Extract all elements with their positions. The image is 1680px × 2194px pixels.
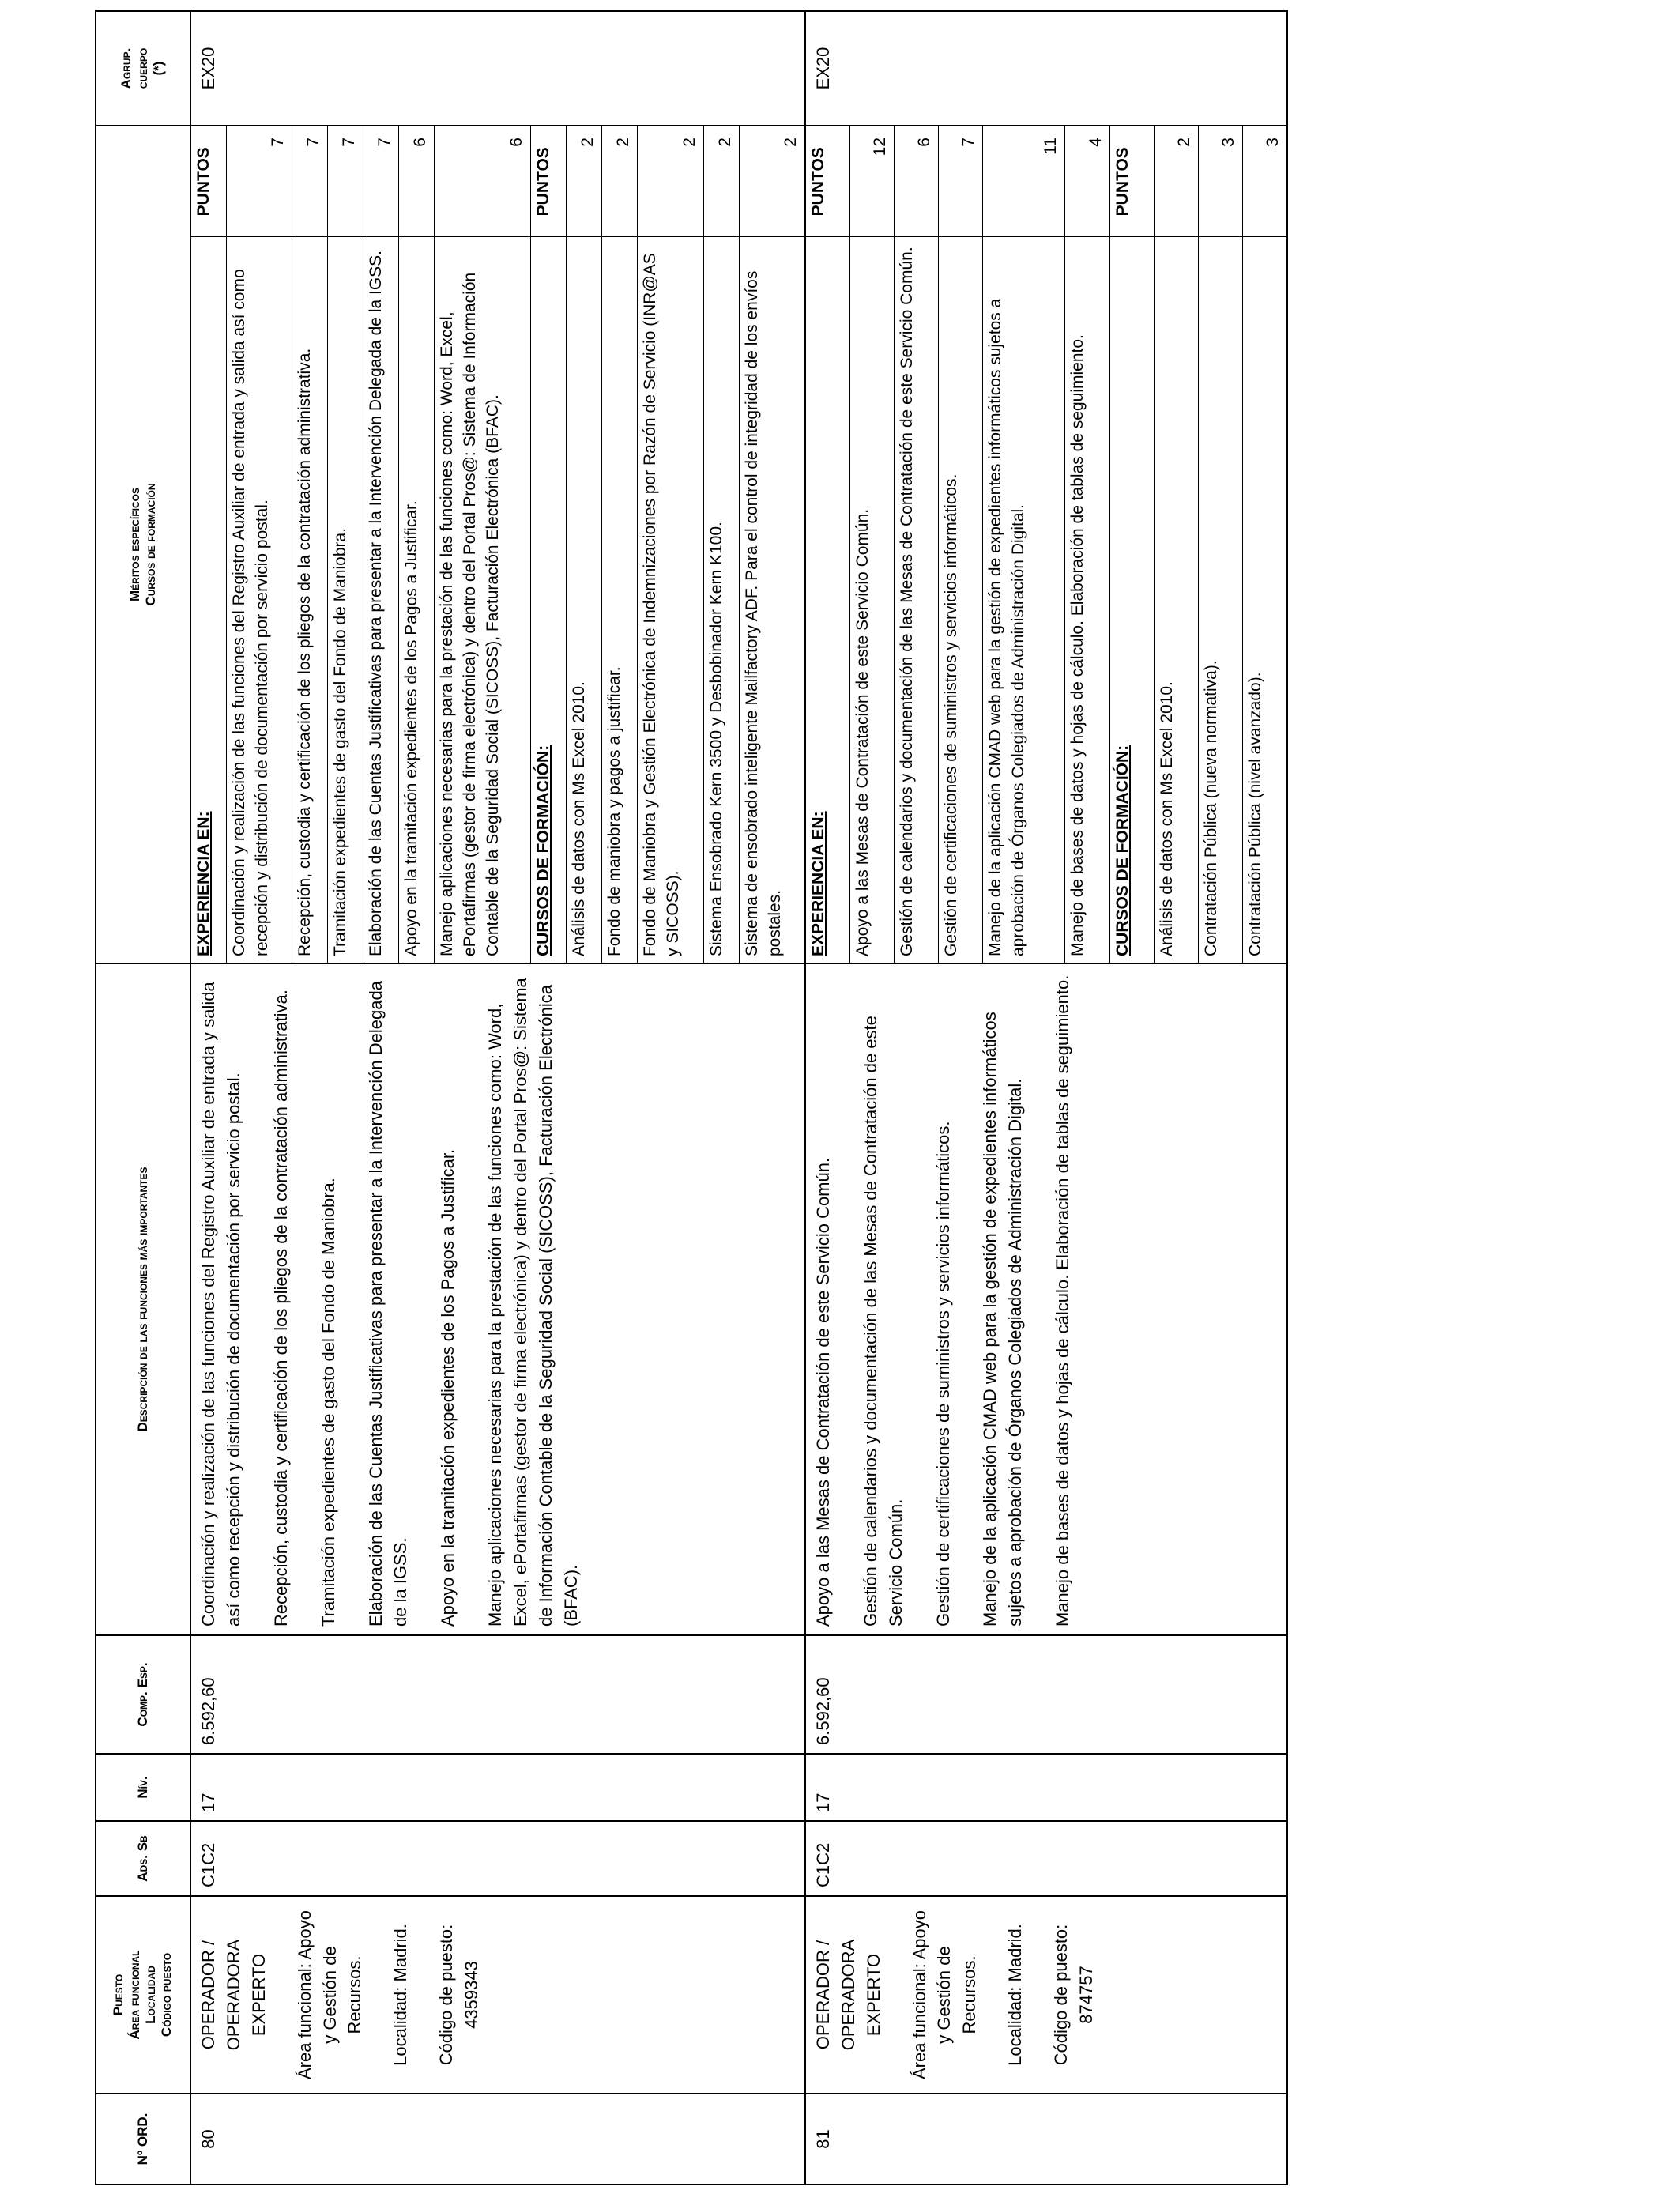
merito-item (328, 126, 363, 963)
puntos-header: PUNTOS (531, 126, 567, 237)
merito-item (849, 126, 894, 963)
description-paragraph: Manejo de la aplicación CMAD web para la gestión de expedientes informáticos sujetos a aprobación de Órganos Colegiados de Administración Digital. (980, 1012, 1026, 1627)
puesto-line: Código de puesto: 4359343 (436, 1924, 482, 2066)
puntos-header: PUNTOS (806, 126, 849, 237)
merito-points: 2 (602, 126, 638, 237)
section-title: CURSOS DE FORMACIÓN: (1109, 237, 1154, 963)
ads-sb: C1C2 (805, 1821, 1287, 1896)
header-puesto-line: Puesto (111, 1973, 126, 2016)
description-paragraph: Coordinación y realización de las funciones del Registro Auxiliar de entrada y salida así como recepción y distribución de documentación por servicio postal. (198, 982, 243, 1627)
merito-item (739, 126, 804, 963)
merito-item (894, 126, 938, 963)
header-meritos-line: Méritos específicos (126, 487, 142, 602)
merito-text: Manejo aplicaciones necesarias para la prestación de las funciones como: Word, Excel, ePortafirmas (gestor de firma electrónica) y dentro del Portal Pros@: Sistema de Información Contable de la Seguridad Social (SICOSS), Facturación Electrónica (BFAC). (435, 237, 531, 963)
puesto-line: Código de puesto: 874757 (1051, 1924, 1096, 2066)
merito-item (638, 126, 703, 963)
merito-text: Recepción, custodia y certificación de los pliegos de la contratación administrativa. (292, 237, 328, 963)
merito-item (983, 126, 1065, 963)
merito-points: 7 (226, 126, 292, 237)
puntos-header: PUNTOS (1109, 126, 1154, 237)
merito-text: Fondo de maniobra y pagos a justificar. (602, 237, 638, 963)
merito-text: Fondo de Maniobra y Gestión Electrónica de Indemnizaciones por Razón de Servicio (INR@AS y SICOSS). (638, 237, 703, 963)
merito-item (567, 126, 602, 963)
header-agrup-line: cuerpo (134, 47, 150, 89)
header-num: Nº ORD. (96, 2094, 190, 2185)
nivel: 17 (190, 1754, 805, 1821)
header-puesto-line: Localidad (143, 1966, 158, 2024)
puesto-line: Localidad: Madrid. (390, 1924, 411, 2066)
header-agrup-line: Agrup. (119, 47, 134, 89)
puesto-line: OPERADOR / OPERADORA EXPERTO (198, 1939, 269, 2051)
merito-item (703, 126, 739, 963)
description-cell (805, 963, 1287, 1635)
description-paragraph: Apoyo a las Mesas de Contratación de este Servicio Común. (812, 1157, 833, 1627)
description-paragraph: Tramitación expedientes de gasto del Fondo de Maniobra. (318, 1178, 338, 1627)
merito-text: Gestión de certificaciones de suministros y servicios informáticos. (939, 237, 983, 963)
puntos-header: PUNTOS (191, 126, 226, 237)
description-paragraph: Manejo de bases de datos y hojas de cálculo. Elaboración de tablas de seguimiento. (1053, 974, 1073, 1627)
merito-item (1154, 126, 1198, 963)
meritos-table (806, 126, 1286, 963)
rotated-page (95, 12, 1288, 2185)
merito-text: Sistema de ensobrado inteligente Mailfactory ADF. Para el control de integridad de los envíos postales. (742, 270, 784, 956)
order-number: 80 (190, 2094, 805, 2185)
order-number: 81 (805, 2094, 1287, 2185)
meritos-section-header (531, 126, 567, 963)
puesto-line: Área funcional: Apoyo y Gestión de Recursos. (294, 1909, 365, 2080)
merito-points: 3 (1243, 126, 1286, 237)
merito-points: 2 (703, 126, 739, 237)
header-puesto-line: Código puesto (159, 1952, 175, 2038)
merito-points: 6 (399, 126, 435, 237)
merito-text: Contratación Pública (nueva normativa). (1198, 237, 1242, 963)
merito-item (226, 126, 292, 963)
merito-points: 3 (1198, 126, 1242, 237)
section-title: CURSOS DE FORMACIÓN: (531, 237, 567, 963)
merito-item (939, 126, 983, 963)
meritos-section-header (191, 126, 226, 963)
agrupacion-cuerpo: EX20 (805, 11, 1287, 126)
merito-text: Gestión de calendarios y documentación de las Mesas de Contratación de este Servicio Común. (894, 237, 938, 963)
merito-text: Sistema Ensobrado Kern 3500 y Desbobinador Kern K100. (703, 237, 739, 963)
description-paragraph: Apoyo en la tramitación expedientes de los Pagos a Justificar. (438, 1148, 458, 1627)
meritos-section-header (1109, 126, 1154, 963)
header-agrup (96, 11, 190, 126)
merito-points: 6 (894, 126, 938, 237)
merito-item (1243, 126, 1286, 963)
merito-points: 7 (292, 126, 328, 237)
meritos-section-header (806, 126, 849, 963)
description-paragraph: Manejo aplicaciones necesarias para la prestación de las funciones como: Word, Excel, ePortafirmas (gestor de firma electrónica) y dentro del Portal Pros@: Sistema de Información Contable de la Seguridad Social (SICOSS), Facturación Electrónica (BFAC). (485, 978, 581, 1627)
meritos-cell (190, 126, 805, 963)
description-cell (190, 963, 805, 1635)
header-niv: Nív. (96, 1754, 190, 1821)
merito-points: 2 (739, 126, 804, 237)
merito-item (435, 126, 531, 963)
ads-sb: C1C2 (190, 1821, 805, 1896)
merito-item (292, 126, 328, 963)
merito-text: Análisis de datos con Ms Excel 2010. (567, 237, 602, 963)
position-row (805, 11, 1287, 2185)
merito-text: Tramitación expedientes de gasto del Fondo de Maniobra. (328, 237, 363, 963)
merito-item (1065, 126, 1109, 963)
merito-text: Contratación Pública (nivel avanzado). (1246, 672, 1265, 956)
merito-text: Análisis de datos con Ms Excel 2010. (1154, 237, 1198, 963)
description-paragraph: Elaboración de las Cuentas Justificativas para presentar a la Intervención Delegada de la IGSS. (365, 981, 411, 1627)
header-puesto-line: Área funcional (126, 1950, 142, 2040)
header-comp: Comp. Esp. (96, 1635, 190, 1754)
merito-item (399, 126, 435, 963)
merito-points: 11 (983, 126, 1065, 237)
position-row (190, 11, 805, 2185)
complemento-especifico: 6.592,60 (805, 1635, 1287, 1754)
merito-text: Elaboración de las Cuentas Justificativas para presentar a la Intervención Delegada de la IGSS. (363, 237, 399, 963)
header-ads: Ads. Sb (96, 1821, 190, 1896)
puesto-cell (190, 1896, 805, 2094)
merito-item (1198, 126, 1242, 963)
merito-points: 4 (1065, 126, 1109, 237)
header-agrup-line: (*) (151, 61, 167, 76)
merito-points: 2 (567, 126, 602, 237)
header-desc: Descripción de las funciones más importantes (96, 963, 190, 1635)
header-row (96, 11, 190, 2185)
merito-text: Apoyo en la tramitación expedientes de los Pagos a Justificar. (399, 237, 435, 963)
positions-table (95, 10, 1288, 2185)
merito-points: 7 (939, 126, 983, 237)
section-title: EXPERIENCIA EN: (191, 237, 226, 963)
merito-points: 2 (638, 126, 703, 237)
puesto-cell (805, 1896, 1287, 2094)
merito-text: Coordinación y realización de las funciones del Registro Auxiliar de entrada y salida así como recepción y distribución de documentación por servicio postal. (226, 237, 292, 963)
agrupacion-cuerpo: EX20 (190, 11, 805, 126)
description-paragraph: Recepción, custodia y certificación de los pliegos de la contratación administrativa. (270, 990, 291, 1627)
merito-text: Manejo de bases de datos y hojas de cálculo. Elaboración de tablas de seguimiento. (1065, 237, 1109, 963)
merito-points: 6 (435, 126, 531, 237)
puesto-line: Localidad: Madrid. (1005, 1924, 1026, 2066)
merito-text: Apoyo a las Mesas de Contratación de este Servicio Común. (849, 237, 894, 963)
meritos-cell (805, 126, 1287, 963)
merito-item (602, 126, 638, 963)
meritos-table (191, 126, 804, 963)
merito-points: 7 (363, 126, 399, 237)
merito-points: 7 (328, 126, 363, 237)
header-puesto (96, 1896, 190, 2094)
puesto-line: Área funcional: Apoyo y Gestión de Recursos. (909, 1909, 980, 2080)
section-title: EXPERIENCIA EN: (806, 237, 849, 963)
complemento-especifico: 6.592,60 (190, 1635, 805, 1754)
description-paragraph: Gestión de certificaciones de suministros y servicios informáticos. (932, 1121, 953, 1627)
merito-points: 12 (849, 126, 894, 237)
merito-points: 2 (1154, 126, 1198, 237)
header-meritos-line: Cursos de formación (143, 483, 158, 606)
merito-item (363, 126, 399, 963)
nivel: 17 (805, 1754, 1287, 1821)
merito-text: Manejo de la aplicación CMAD web para la gestión de expedientes informáticos sujetos a aprobación de Órganos Colegiados de Administración Digital. (983, 237, 1065, 963)
description-paragraph: Gestión de calendarios y documentación de las Mesas de Contratación de este Servicio Común. (860, 1016, 906, 1627)
puesto-line: OPERADOR / OPERADORA EXPERTO (812, 1939, 883, 2051)
header-meritos (96, 126, 190, 963)
